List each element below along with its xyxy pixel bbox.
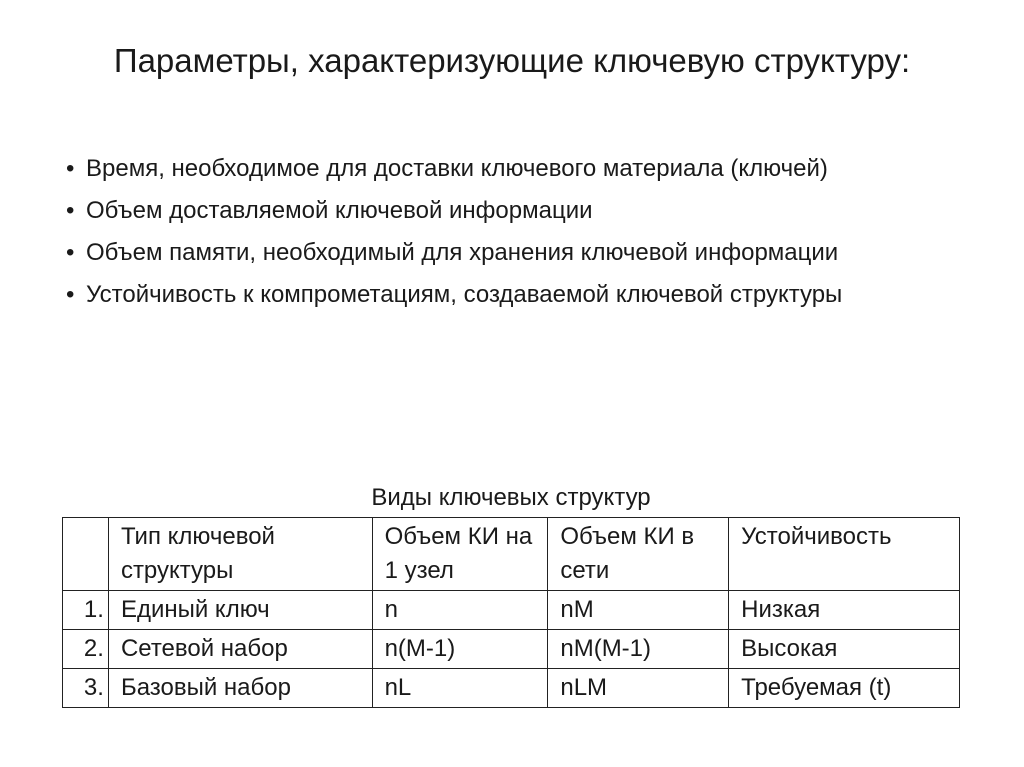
row-number: 3. [63, 669, 109, 708]
cell-resilience: Требуемая (t) [729, 669, 960, 708]
header-cell-resilience: Устойчивость [729, 518, 960, 591]
cell-per-node: nL [372, 669, 548, 708]
header-cell-per-node: Объем КИ на 1 узел [372, 518, 548, 591]
bullet-text: Объем доставляемой ключевой информации [86, 197, 593, 224]
slide-title: Параметры, характеризующие ключевую структуру: [113, 42, 911, 79]
cell-type: Единый ключ [108, 591, 372, 630]
header-cell-number [63, 518, 109, 591]
table-row [63, 591, 960, 630]
table-header-row [63, 518, 960, 591]
bullet-item [64, 238, 950, 268]
row-number: 2. [63, 630, 109, 669]
bullet-text: Устойчивость к компрометациям, создаваемой ключевой структуры [86, 281, 843, 308]
bullet-text: Время, необходимое для доставки ключевого материала (ключей) [86, 155, 828, 182]
table-caption: Виды ключевых структур [371, 484, 651, 511]
bullet-item [64, 280, 950, 310]
cell-per-node: n [372, 591, 548, 630]
bullet-item [64, 196, 950, 226]
table-row [63, 630, 960, 669]
bullet-list [64, 154, 950, 322]
header-cell-network: Объем КИ в сети [548, 518, 729, 591]
row-number: 1. [63, 591, 109, 630]
cell-network: nM(M-1) [548, 630, 729, 669]
cell-per-node: n(M-1) [372, 630, 548, 669]
cell-type: Сетевой набор [108, 630, 372, 669]
bullet-marker: • [66, 197, 75, 224]
table-row [63, 669, 960, 708]
header-cell-type: Тип ключевой структуры [108, 518, 372, 591]
cell-network: nM [548, 591, 729, 630]
key-structures-table [62, 517, 960, 708]
cell-resilience: Высокая [729, 630, 960, 669]
cell-type: Базовый набор [108, 669, 372, 708]
bullet-marker: • [66, 281, 75, 308]
cell-resilience: Низкая [729, 591, 960, 630]
bullet-marker: • [66, 155, 75, 182]
cell-network: nLM [548, 669, 729, 708]
bullet-marker: • [66, 239, 75, 266]
bullet-item [64, 154, 950, 184]
bullet-text: Объем памяти, необходимый для хранения ключевой информации [86, 239, 839, 266]
